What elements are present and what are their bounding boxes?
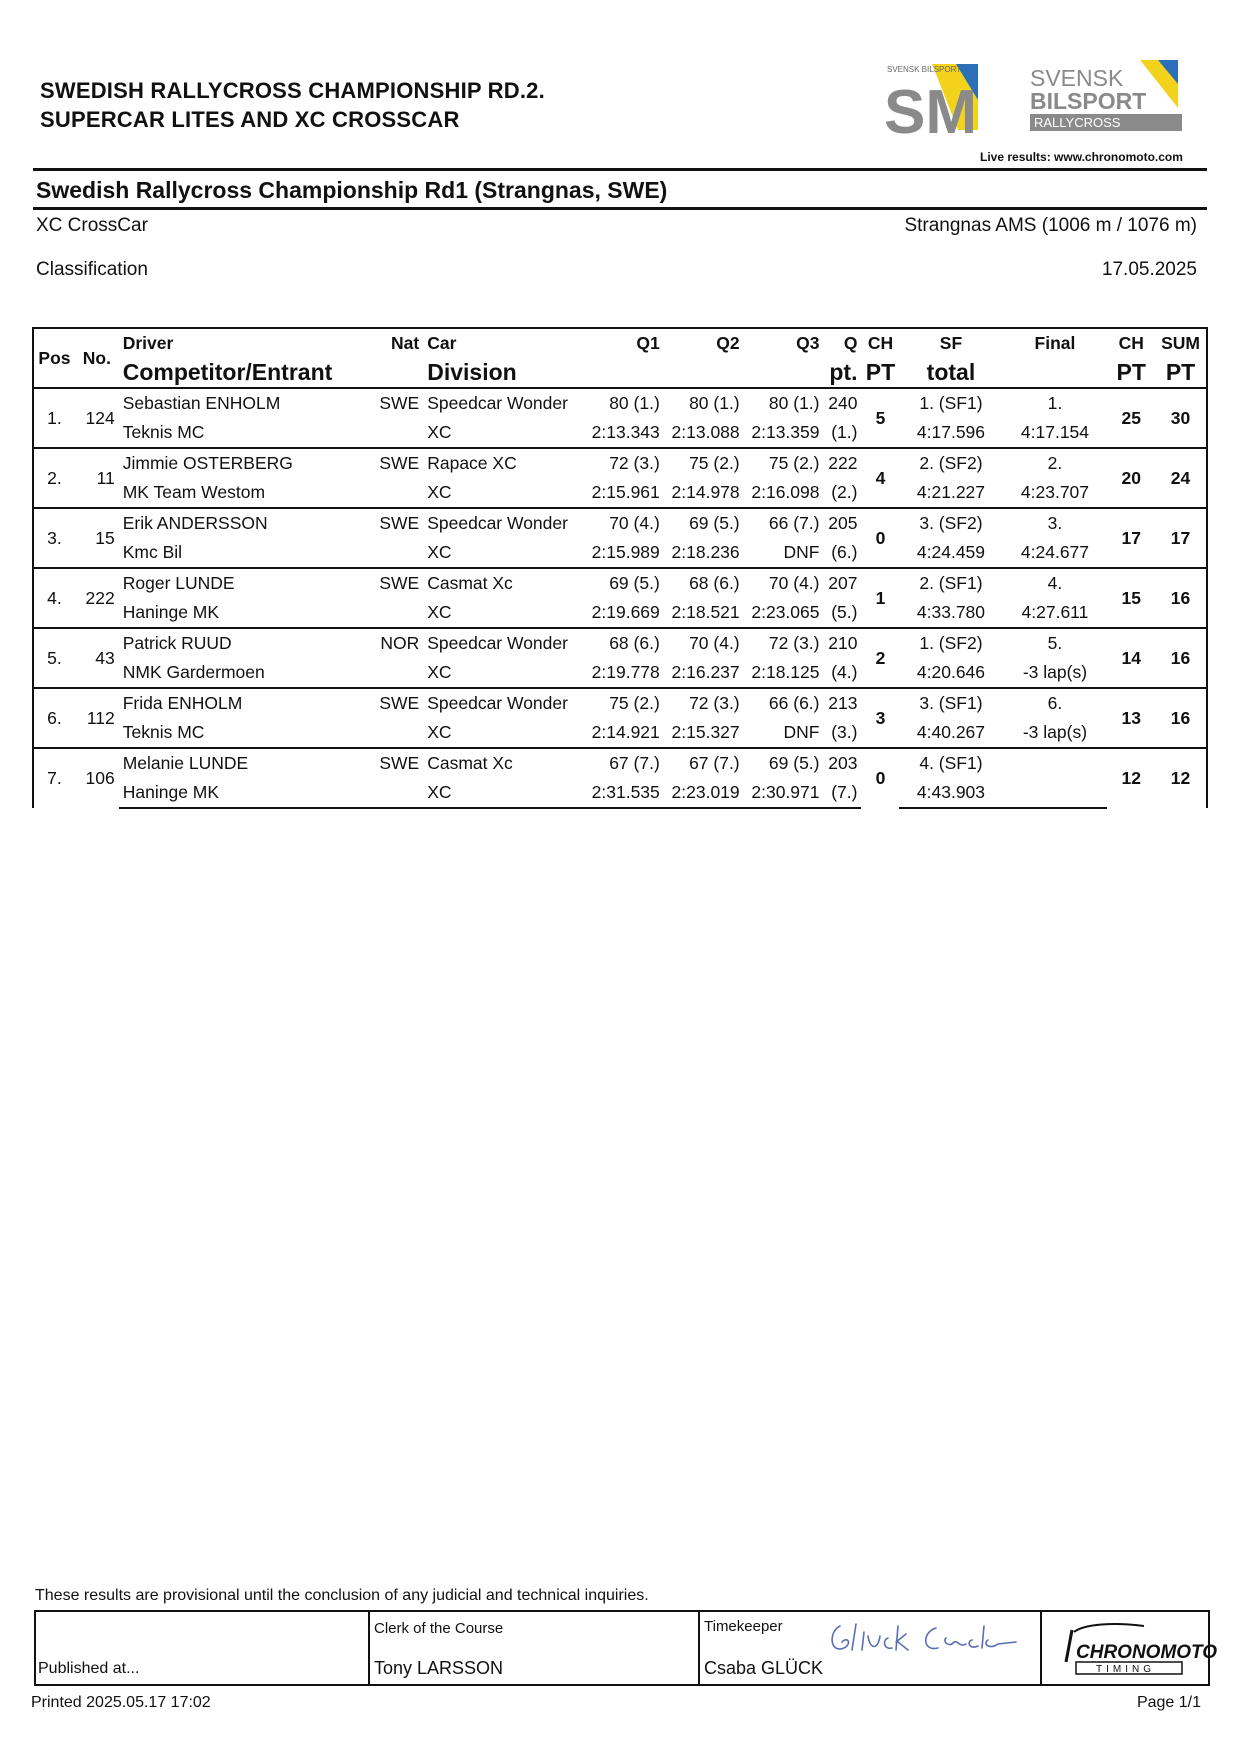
- cell-q1: 80 (1.): [588, 388, 664, 418]
- table-row: [33, 388, 1207, 418]
- cell-division: XC: [427, 722, 452, 742]
- cell-sf-time: 4:33.780: [916, 602, 986, 622]
- cell-competitor: MK Team Westom: [122, 482, 266, 502]
- cell-final-time: -3 lap(s): [1022, 662, 1088, 682]
- col-pos: Pos: [33, 328, 75, 388]
- cell-no: 222: [75, 568, 119, 628]
- published-label: Published at...: [38, 1660, 140, 1677]
- section-title: Classification: [36, 259, 148, 280]
- event-title-line2: SUPERCAR LITES AND XC CROSSCAR: [40, 107, 460, 132]
- col-driver: Driver: [119, 328, 376, 358]
- col-q2: Q2: [664, 328, 744, 358]
- class-name: XC CrossCar: [36, 215, 148, 236]
- cell-competitor: Haninge MK: [119, 778, 376, 808]
- cell-sf-time: 4:24.459: [916, 542, 986, 562]
- cell-qpt: 210: [824, 628, 862, 658]
- cell-q1: 69 (5.): [588, 568, 664, 598]
- cell-final: 1.: [1002, 388, 1107, 418]
- cell-final-time: -3 lap(s): [1022, 722, 1088, 742]
- table-row: [33, 748, 1207, 778]
- cell-empty: [375, 658, 423, 688]
- cell-q3: 75 (2.): [744, 448, 824, 478]
- col-sum: SUM: [1155, 328, 1207, 358]
- table-header-row-2: [33, 358, 1207, 388]
- col-nat: Nat: [375, 328, 423, 358]
- cell-empty: [375, 538, 423, 568]
- cell-q1-time: 2:19.669: [591, 602, 660, 622]
- cell-chpt: 0: [861, 508, 899, 568]
- cell-ch2pt: 17: [1107, 508, 1155, 568]
- cell-q2: 69 (5.): [664, 508, 744, 538]
- cell-chpt: 3: [861, 688, 899, 748]
- cell-driver: Roger LUNDE: [119, 568, 376, 598]
- venue: Strangnas AMS (1006 m / 1076 m): [904, 215, 1197, 236]
- cell-nat: SWE: [375, 508, 423, 538]
- col-final: Final: [1002, 328, 1107, 358]
- cell-nat: SWE: [375, 388, 423, 418]
- cell-q2: 67 (7.): [664, 748, 744, 778]
- table-header-row-1: [33, 328, 1207, 358]
- cell-ch2pt: 15: [1107, 568, 1155, 628]
- col-sumpt: PT: [1155, 358, 1207, 388]
- table-row: [33, 778, 1207, 808]
- cell-q1: 70 (4.): [588, 508, 664, 538]
- cell-q2-time: 2:18.236: [671, 542, 740, 562]
- logo-sb-line1: SVENSK: [1030, 65, 1124, 91]
- classification-table: [32, 327, 1208, 809]
- cell-final-time: 4:17.154: [1020, 422, 1090, 442]
- cell-q1-time: 2:15.989: [591, 542, 660, 562]
- cell-car: Speedcar Wonder: [423, 688, 587, 718]
- cell-q2-time: 2:13.088: [671, 422, 740, 442]
- event-date: 17.05.2025: [1101, 259, 1197, 280]
- cell-driver: Sebastian ENHOLM: [119, 388, 376, 418]
- cell-q1-time: 2:15.961: [591, 482, 660, 502]
- cell-car: Rapace XC: [423, 448, 587, 478]
- cell-q2: 72 (3.): [664, 688, 744, 718]
- col-q: Q: [824, 328, 862, 358]
- cell-sf-time: 4:20.646: [916, 662, 986, 682]
- cell-q1-time: 2:13.343: [591, 422, 660, 442]
- cell-q2-time: 2:14.978: [671, 482, 740, 502]
- cell-qpos: (5.): [831, 602, 858, 622]
- table-row: [33, 688, 1207, 718]
- cell-q3: 72 (3.): [744, 628, 824, 658]
- event-title: [40, 76, 545, 134]
- results-body: [33, 388, 1207, 808]
- cell-competitor: Teknis MC: [122, 722, 205, 742]
- col-sf: SF: [899, 328, 1002, 358]
- cell-sum: 16: [1155, 688, 1207, 748]
- cell-final: 5.: [1002, 628, 1107, 658]
- cell-q3: 66 (7.): [744, 508, 824, 538]
- cell-division: XC: [427, 482, 452, 502]
- col-car: Car: [423, 328, 587, 358]
- cell-no: 124: [75, 388, 119, 448]
- cell-q1-time: 2:31.535: [588, 778, 664, 808]
- cell-final: 4.: [1002, 568, 1107, 598]
- cell-sum: 30: [1155, 388, 1207, 448]
- cell-ch2pt: 13: [1107, 688, 1155, 748]
- table-row: [33, 628, 1207, 658]
- table-row: [33, 568, 1207, 598]
- cell-sf: 2. (SF2): [899, 448, 1002, 478]
- cell-final-time: [1002, 778, 1107, 808]
- cell-empty: [375, 778, 423, 808]
- cell-q1-time: 2:19.778: [591, 662, 660, 682]
- cell-q2: 80 (1.): [664, 388, 744, 418]
- cell-final-time: 4:23.707: [1020, 482, 1090, 502]
- cell-sum: 16: [1155, 568, 1207, 628]
- col-q3: Q3: [744, 328, 824, 358]
- cell-final-time: 4:27.611: [1021, 602, 1089, 622]
- cell-division: XC: [427, 422, 452, 442]
- cell-sf: 1. (SF1): [899, 388, 1002, 418]
- cell-car: Casmat Xc: [423, 748, 587, 778]
- table-row: [33, 478, 1207, 508]
- cell-final: 2.: [1002, 448, 1107, 478]
- cell-sf: 3. (SF1): [899, 688, 1002, 718]
- table-row: [33, 538, 1207, 568]
- cell-q3-time: 2:23.065: [751, 602, 820, 622]
- svensk-bilsport-sm-logo: [884, 60, 978, 147]
- table-row: [33, 658, 1207, 688]
- cell-q2-time: 2:16.237: [671, 662, 740, 682]
- published-cell: [36, 1612, 370, 1684]
- page-subtitle: Swedish Rallycross Championship Rd1 (Strangnas, SWE): [36, 177, 668, 203]
- cell-nat: SWE: [375, 568, 423, 598]
- cell-final: 3.: [1002, 508, 1107, 538]
- chronomoto-timing-logo: [1054, 1618, 1218, 1678]
- cell-division: XC: [427, 662, 452, 682]
- cell-q2: 68 (6.): [664, 568, 744, 598]
- cell-pos: 1.: [33, 388, 75, 448]
- table-row: [33, 448, 1207, 478]
- cell-q3-time: 2:13.359: [751, 422, 820, 442]
- cell-pos: 4.: [33, 568, 75, 628]
- cell-no: 15: [75, 508, 119, 568]
- cell-sum: 24: [1155, 448, 1207, 508]
- cell-qpt: 205: [824, 508, 862, 538]
- cell-final: 6.: [1002, 688, 1107, 718]
- cell-division: XC: [427, 602, 452, 622]
- cell-chpt: 2: [861, 628, 899, 688]
- logo-sb-line3: RALLYCROSS: [1034, 115, 1121, 130]
- chronomoto-logo-text: CHRONOMOTO: [1076, 1642, 1218, 1663]
- cell-no: 106: [75, 748, 119, 808]
- col-qpt: pt.: [824, 358, 862, 388]
- table-row: [33, 598, 1207, 628]
- cell-car: Speedcar Wonder: [423, 628, 587, 658]
- cell-sf-time: 4:17.596: [916, 422, 986, 442]
- subtitle-divider: [33, 207, 1207, 210]
- cell-division: XC: [427, 542, 452, 562]
- cell-pos: 2.: [33, 448, 75, 508]
- cell-ch2pt: 25: [1107, 388, 1155, 448]
- cell-sf: 4. (SF1): [899, 748, 1002, 778]
- table-row: [33, 508, 1207, 538]
- cell-q1: 72 (3.): [588, 448, 664, 478]
- cell-q3: 80 (1.): [744, 388, 824, 418]
- cell-empty: [375, 478, 423, 508]
- event-title-line1: SWEDISH RALLYCROSS CHAMPIONSHIP RD.2.: [40, 78, 545, 103]
- cell-q3-time: 2:16.098: [751, 482, 820, 502]
- col-no: No.: [75, 328, 119, 388]
- cell-pos: 6.: [33, 688, 75, 748]
- cell-sf: 3. (SF2): [899, 508, 1002, 538]
- cell-sum: 16: [1155, 628, 1207, 688]
- cell-driver: Melanie LUNDE: [119, 748, 376, 778]
- cell-qpt: 240: [824, 388, 862, 418]
- cell-final-time: 4:24.677: [1020, 542, 1090, 562]
- cell-q3-time: 2:18.125: [751, 662, 820, 682]
- cell-no: 11: [75, 448, 119, 508]
- cell-q2-time: 2:18.521: [671, 602, 740, 622]
- cell-final: [1002, 748, 1107, 778]
- cell-q1-time: 2:14.921: [591, 722, 660, 742]
- cell-pos: 3.: [33, 508, 75, 568]
- clerk-label: Clerk of the Course: [374, 1620, 504, 1637]
- cell-car: Speedcar Wonder: [423, 388, 587, 418]
- logo-sb-line2: BILSPORT: [1030, 88, 1147, 114]
- cell-ch2pt: 14: [1107, 628, 1155, 688]
- cell-competitor: Haninge MK: [122, 602, 220, 622]
- cell-driver: Patrick RUUD: [119, 628, 376, 658]
- cell-nat: SWE: [375, 748, 423, 778]
- col-division: Division: [423, 358, 587, 388]
- timekeeper-cell: [698, 1612, 1042, 1684]
- cell-qpos: (6.): [831, 542, 858, 562]
- col-ch2: CH: [1107, 328, 1155, 358]
- provisional-note: These results are provisional until the conclusion of any judicial and technical inquiries.: [35, 1587, 649, 1604]
- live-results-link[interactable]: Live results: www.chronomoto.com: [980, 150, 1183, 164]
- cell-q2: 70 (4.): [664, 628, 744, 658]
- cell-driver: Jimmie OSTERBERG: [119, 448, 376, 478]
- cell-sf-time: 4:43.903: [899, 778, 1002, 808]
- cell-driver: Frida ENHOLM: [119, 688, 376, 718]
- timekeeper-name: Csaba GLÜCK: [704, 1658, 824, 1678]
- col-q1: Q1: [588, 328, 664, 358]
- cell-nat: SWE: [375, 688, 423, 718]
- col-ch: CH: [861, 328, 899, 358]
- cell-ch2pt: 12: [1107, 748, 1155, 808]
- cell-qpos: (2.): [831, 482, 858, 502]
- cell-competitor: NMK Gardermoen: [122, 662, 265, 682]
- cell-car: Casmat Xc: [423, 568, 587, 598]
- cell-competitor: Teknis MC: [122, 422, 205, 442]
- signature-box: [34, 1610, 1218, 1686]
- cell-sum: 12: [1155, 748, 1207, 808]
- cell-q2-time: 2:15.327: [671, 722, 740, 742]
- cell-qpos: (4.): [831, 662, 858, 682]
- header-divider: [33, 168, 1207, 171]
- cell-qpos: (7.): [824, 778, 862, 808]
- cell-qpos: (3.): [831, 722, 858, 742]
- cell-empty: [375, 598, 423, 628]
- col-ch2pt: PT: [1107, 358, 1155, 388]
- cell-qpos: (1.): [831, 422, 858, 442]
- cell-car: Speedcar Wonder: [423, 508, 587, 538]
- chronomoto-cell: [1040, 1612, 1218, 1684]
- cell-driver: Erik ANDERSSON: [119, 508, 376, 538]
- cell-chpt: 1: [861, 568, 899, 628]
- cell-q2-time: 2:23.019: [664, 778, 744, 808]
- cell-no: 112: [75, 688, 119, 748]
- clerk-name: Tony LARSSON: [374, 1658, 504, 1678]
- cell-no: 43: [75, 628, 119, 688]
- cell-pos: 5.: [33, 628, 75, 688]
- cell-sum: 17: [1155, 508, 1207, 568]
- cell-qpt: 203: [824, 748, 862, 778]
- cell-q3: 69 (5.): [744, 748, 824, 778]
- cell-q1: 75 (2.): [588, 688, 664, 718]
- cell-empty: [375, 418, 423, 448]
- timekeeper-label: Timekeeper: [704, 1618, 783, 1635]
- clerk-cell: [368, 1612, 700, 1684]
- cell-pos: 7.: [33, 748, 75, 808]
- cell-qpt: 207: [824, 568, 862, 598]
- cell-q3-time: DNF: [783, 542, 820, 562]
- col-sftotal: total: [899, 358, 1002, 388]
- logo-sm-text: SM: [884, 78, 977, 147]
- cell-sf-time: 4:40.267: [916, 722, 986, 742]
- cell-chpt: 0: [861, 748, 899, 808]
- chronomoto-sub-text: TIMING: [1096, 1664, 1155, 1675]
- cell-sf-time: 4:21.227: [916, 482, 986, 502]
- col-competitor: Competitor/Entrant: [119, 358, 376, 388]
- cell-q2: 75 (2.): [664, 448, 744, 478]
- cell-q1: 68 (6.): [588, 628, 664, 658]
- cell-sf: 1. (SF2): [899, 628, 1002, 658]
- cell-q3: 66 (6.): [744, 688, 824, 718]
- table-row: [33, 418, 1207, 448]
- cell-empty: [375, 718, 423, 748]
- cell-q3: 70 (4.): [744, 568, 824, 598]
- cell-q1: 67 (7.): [588, 748, 664, 778]
- timekeeper-signature: [826, 1618, 1036, 1662]
- cell-chpt: 4: [861, 448, 899, 508]
- cell-nat: NOR: [375, 628, 423, 658]
- cell-q3-time: DNF: [783, 722, 820, 742]
- cell-division: XC: [423, 778, 587, 808]
- col-chpt: PT: [861, 358, 899, 388]
- printed-timestamp: Printed 2025.05.17 17:02: [31, 1694, 211, 1711]
- cell-nat: SWE: [375, 448, 423, 478]
- page-number: Page 1/1: [1136, 1694, 1201, 1711]
- logo-sm-small-text: SVENSK BILSPORT: [887, 65, 962, 74]
- cell-qpt: 222: [824, 448, 862, 478]
- cell-qpt: 213: [824, 688, 862, 718]
- cell-sf: 2. (SF1): [899, 568, 1002, 598]
- table-row: [33, 718, 1207, 748]
- cell-q3-time: 2:30.971: [744, 778, 824, 808]
- cell-chpt: 5: [861, 388, 899, 448]
- cell-competitor: Kmc Bil: [122, 542, 183, 562]
- svensk-bilsport-rallycross-logo: [1030, 60, 1190, 138]
- cell-ch2pt: 20: [1107, 448, 1155, 508]
